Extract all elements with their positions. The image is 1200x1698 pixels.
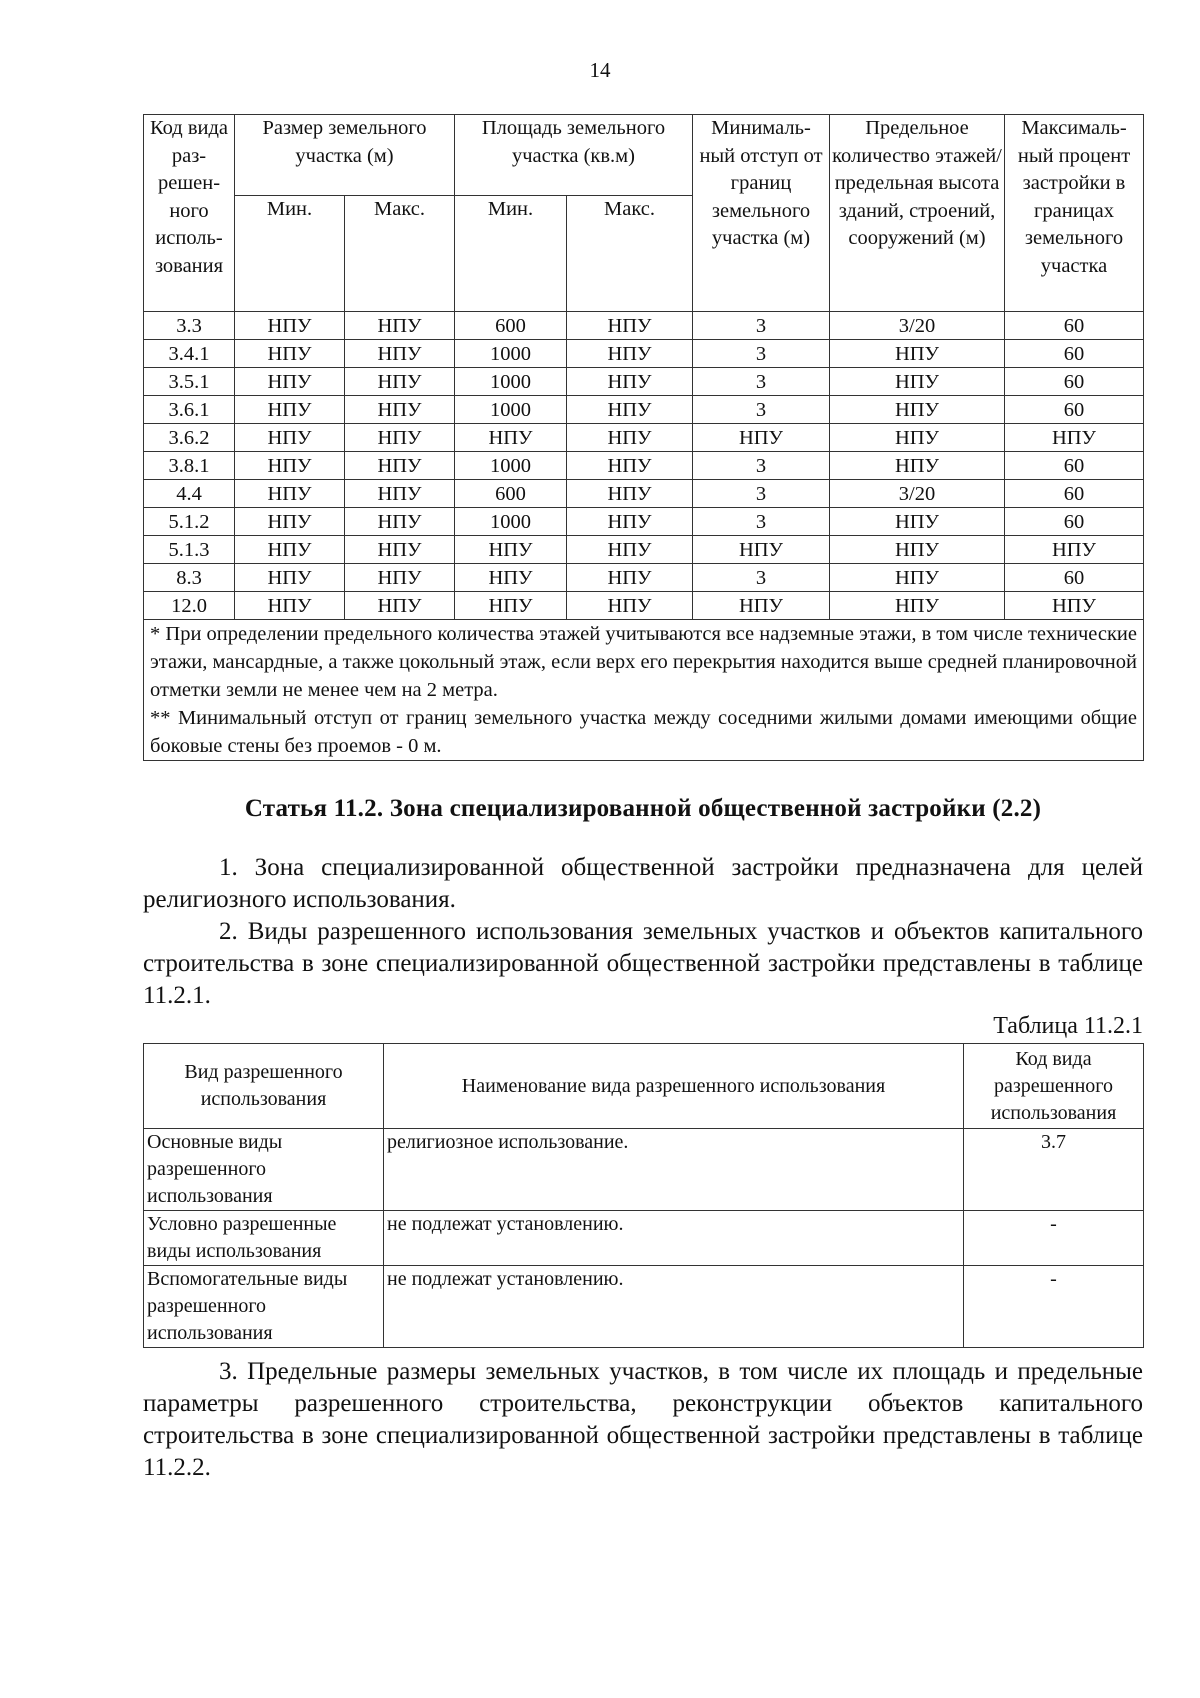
table-cell: НПУ [830, 564, 1005, 592]
table-row [144, 424, 1144, 452]
table-cell: НПУ [235, 480, 345, 508]
table-cell: НПУ [235, 368, 345, 396]
table-row [144, 508, 1144, 536]
table-cell: НПУ [235, 424, 345, 452]
use-kind-cell: Условно разрешенные виды использования [144, 1211, 384, 1266]
table-cell: НПУ [345, 592, 455, 620]
table-cell: НПУ [345, 396, 455, 424]
use-name-cell: не подлежат установлению. [384, 1211, 964, 1266]
table-cell: 3/20 [830, 312, 1005, 340]
header-use-name: Наименование вида разрешенного использования [384, 1044, 964, 1129]
header-size-min: Мин. [235, 196, 345, 312]
use-code-cell: 3.7 [964, 1129, 1144, 1211]
table-cell: 5.1.3 [144, 536, 235, 564]
table-cell: 3 [693, 368, 830, 396]
table-cell: НПУ [567, 536, 693, 564]
header-coverage: Максималь-ный процент застройки в границах земельного участка [1005, 115, 1144, 312]
table-cell: НПУ [567, 592, 693, 620]
section-heading: Статья 11.2. Зона специализированной общественной застройки (2.2) [244, 795, 1042, 822]
header-use-code: Код вида разрешенного использования [964, 1044, 1144, 1129]
table-cell: 1000 [455, 340, 567, 368]
table-cell: НПУ [455, 424, 567, 452]
table-cell: 3 [693, 508, 830, 536]
table-cell: НПУ [567, 368, 693, 396]
use-code-cell: - [964, 1211, 1144, 1266]
table-row [144, 564, 1144, 592]
table-cell: НПУ [1005, 536, 1144, 564]
table-cell: 60 [1005, 564, 1144, 592]
table-cell: 60 [1005, 480, 1144, 508]
table-cell: НПУ [1005, 424, 1144, 452]
paragraph-2: 2. Виды разрешенного использования земельных участков и объектов капитального строительства в зоне специализированной общественной застройки представлены в таблице 11.2.1. [143, 918, 1143, 1009]
table-cell: 3.4.1 [144, 340, 235, 368]
table-cell: НПУ [235, 452, 345, 480]
table-cell: НПУ [830, 396, 1005, 424]
table-cell: 60 [1005, 312, 1144, 340]
page-number: 14 [589, 58, 611, 82]
table-cell: НПУ [830, 508, 1005, 536]
table-cell: НПУ [567, 424, 693, 452]
table-cell: НПУ [455, 536, 567, 564]
table-cell: НПУ [693, 592, 830, 620]
table-cell: НПУ [1005, 592, 1144, 620]
table-cell: НПУ [567, 340, 693, 368]
table-cell: НПУ [830, 452, 1005, 480]
table-cell: НПУ [830, 368, 1005, 396]
paragraph-3: 3. Предельные размеры земельных участков, в том числе их площадь и предельные параметры разрешенного строительства, реконструкции объектов капитального строительства в зоне специализированной общественной застройки представлены в таблице 11.2.2. [143, 1358, 1143, 1481]
use-kind-cell: Основные виды разрешенного использования [144, 1129, 384, 1211]
table-cell: 60 [1005, 452, 1144, 480]
use-code-cell: - [964, 1266, 1144, 1348]
table-row [144, 1266, 1144, 1348]
header-use-kind: Вид разрешенного использования [144, 1044, 384, 1129]
table-cell: 60 [1005, 396, 1144, 424]
header-area-min: Мин. [455, 196, 567, 312]
table-cell: НПУ [830, 424, 1005, 452]
table-cell: НПУ [345, 480, 455, 508]
table-cell: 4.4 [144, 480, 235, 508]
table-cell: 60 [1005, 508, 1144, 536]
use-kind-cell: Вспомогательные виды разрешенного использования [144, 1266, 384, 1348]
table-cell: 600 [455, 480, 567, 508]
table-cell: НПУ [235, 508, 345, 536]
table-cell: НПУ [345, 508, 455, 536]
header-floors: Предельное количество этажей/ предельная высота зданий, строений, сооружений (м) [830, 115, 1005, 312]
table-cell: НПУ [830, 340, 1005, 368]
table-cell: НПУ [345, 312, 455, 340]
table-cell: 60 [1005, 368, 1144, 396]
table-cell: НПУ [345, 536, 455, 564]
use-name-cell: не подлежат установлению. [384, 1266, 964, 1348]
table-cell: 3 [693, 480, 830, 508]
table-cell: 3 [693, 340, 830, 368]
table-cell: 12.0 [144, 592, 235, 620]
use-name-cell: религиозное использование. [384, 1129, 964, 1211]
header-plot-size: Размер земельного участка (м) [235, 115, 455, 196]
params-table [143, 114, 1144, 761]
table-cell: 3 [693, 396, 830, 424]
table-cell: НПУ [567, 396, 693, 424]
header-code: Код вида раз-решен-ного исполь-зования [144, 115, 235, 312]
table-cell: НПУ [235, 592, 345, 620]
table-cell: 3/20 [830, 480, 1005, 508]
table-cell: НПУ [345, 452, 455, 480]
table-cell: НПУ [830, 592, 1005, 620]
table-cell: 1000 [455, 368, 567, 396]
table-cell: НПУ [235, 396, 345, 424]
table-row [144, 396, 1144, 424]
table-row [144, 368, 1144, 396]
paragraph-1: 1. Зона специализированной общественной застройки предназначена для целей религиозного использования. [143, 854, 1143, 913]
table-cell: 60 [1005, 340, 1144, 368]
table-cell: НПУ [455, 564, 567, 592]
table-row [144, 480, 1144, 508]
table-cell: 3 [693, 564, 830, 592]
table-cell: НПУ [345, 424, 455, 452]
params-table-body [144, 312, 1144, 620]
table-cell: НПУ [693, 424, 830, 452]
table-cell: 5.1.2 [144, 508, 235, 536]
table-row [144, 340, 1144, 368]
header-size-max: Макс. [345, 196, 455, 312]
uses-table [143, 1043, 1144, 1348]
note-setback: ** Минимальный отступ от границ земельного участка между соседними жилыми домами имеющими общие боковые стены без проемов - 0 м. [150, 707, 1137, 757]
table-caption: Таблица 11.2.1 [993, 1013, 1143, 1039]
table-cell: 3 [693, 312, 830, 340]
table-cell: 1000 [455, 396, 567, 424]
table-row [144, 592, 1144, 620]
table-cell: НПУ [235, 312, 345, 340]
table-cell: 600 [455, 312, 567, 340]
table-cell: 3.6.2 [144, 424, 235, 452]
table-row [144, 536, 1144, 564]
table-cell: 3.8.1 [144, 452, 235, 480]
header-area-max: Макс. [567, 196, 693, 312]
table-cell: НПУ [567, 312, 693, 340]
table-cell: НПУ [345, 368, 455, 396]
table-cell: НПУ [345, 340, 455, 368]
table-cell: 3 [693, 452, 830, 480]
table-cell: НПУ [693, 536, 830, 564]
table-cell: НПУ [235, 340, 345, 368]
table-cell: НПУ [235, 564, 345, 592]
table-row [144, 312, 1144, 340]
table-row [144, 1211, 1144, 1266]
table-row [144, 452, 1144, 480]
table-cell: 3.3 [144, 312, 235, 340]
table-cell: 3.5.1 [144, 368, 235, 396]
table-cell: 1000 [455, 508, 567, 536]
table-cell: НПУ [235, 536, 345, 564]
table-cell: НПУ [830, 536, 1005, 564]
table-cell: НПУ [567, 452, 693, 480]
table-cell: НПУ [567, 508, 693, 536]
table-cell: НПУ [567, 564, 693, 592]
header-plot-area: Площадь земельного участка (кв.м) [455, 115, 693, 196]
table-cell: НПУ [345, 564, 455, 592]
note-floors: * При определении предельного количества этажей учитываются все надземные этажи, в том числе технические этажи, мансардные, а также цокольный этаж, если верх его перекрытия находится выше средней планировочной отметки земли не менее чем на 2 метра. [150, 623, 1137, 701]
table-cell: 1000 [455, 452, 567, 480]
table-cell: НПУ [567, 480, 693, 508]
table-row [144, 1129, 1144, 1211]
header-setback: Минималь-ный отступ от границ земельного участка (м) [693, 115, 830, 312]
table-cell: 8.3 [144, 564, 235, 592]
table-notes [144, 620, 1144, 761]
table-cell: НПУ [455, 592, 567, 620]
uses-table-body [144, 1129, 1144, 1348]
table-cell: 3.6.1 [144, 396, 235, 424]
